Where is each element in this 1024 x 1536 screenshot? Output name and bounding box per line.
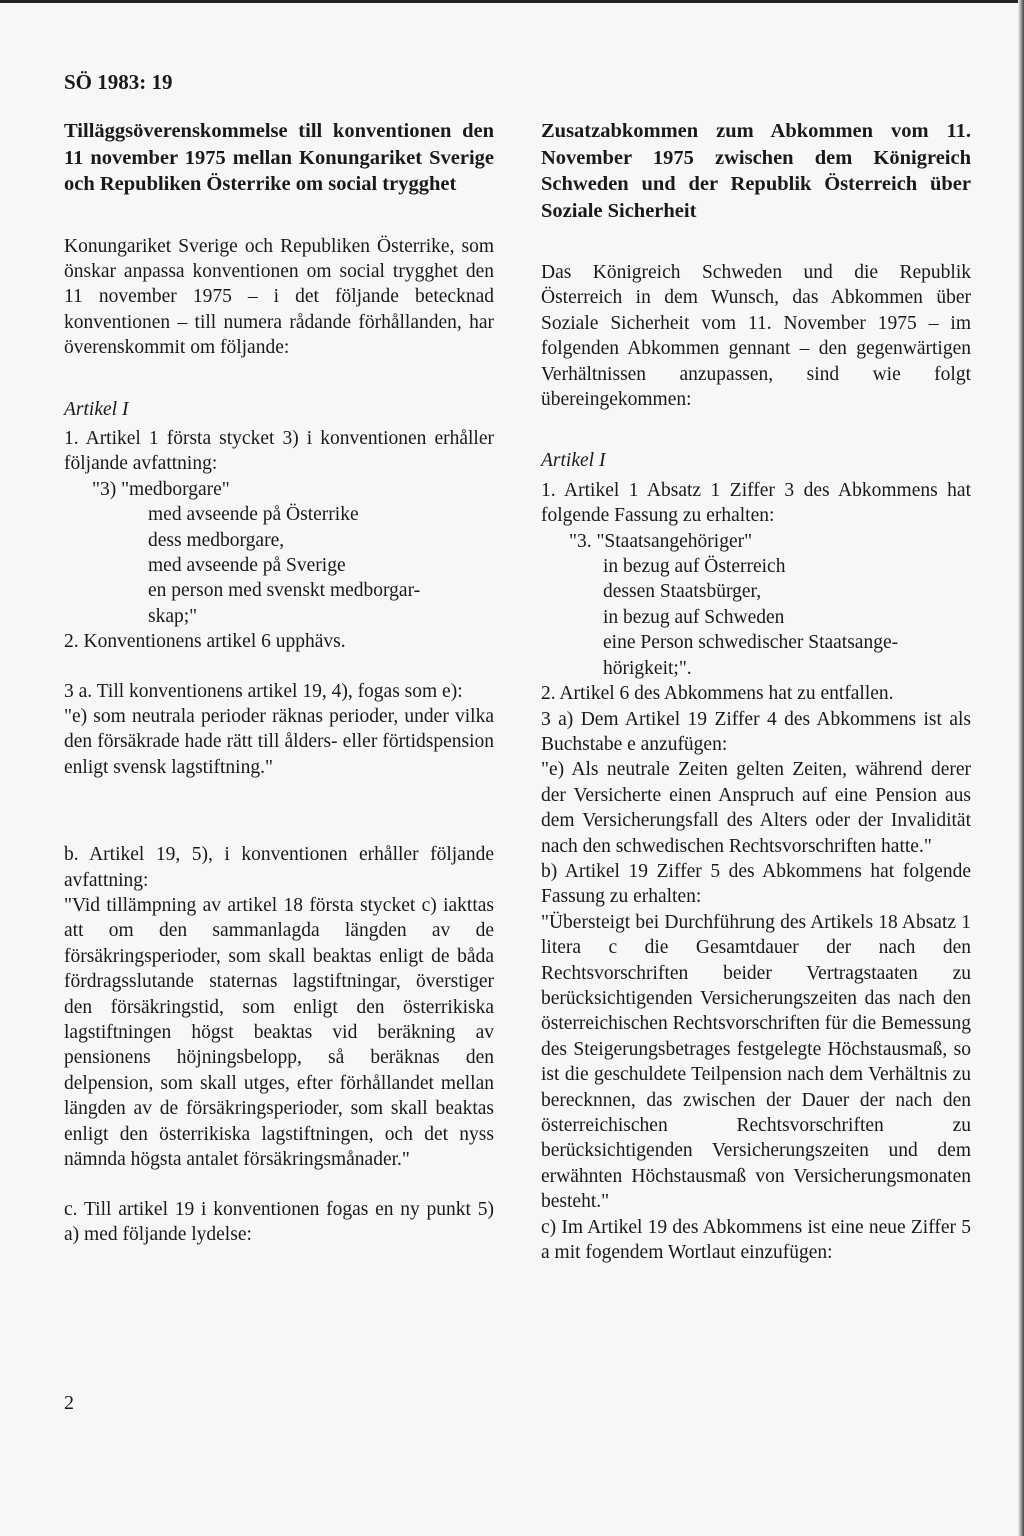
german-preamble: Das Königreich Schweden und die Republik Österreich in dem Wunsch, das Abkommen über Soziale Sicherheit vom 11. November 1975 – im folgenden Abkommen gennant – den gegenwärtigen Verhältnissen anzupassen, sind wie folgt übereingekommen: [541, 262, 971, 411]
quote-line: eine Person schwedischer Staatsange- [603, 632, 899, 654]
quote-line: "3) "medborgare" [92, 478, 230, 500]
german-quote-3b: "Übersteigt bei Durchführung des Artikels 18 Absatz 1 litera c die Gesamtdauer der nach den Rechtsvorschriften beider Vertragstaaten zu berücksichtigenden Versicherungszeiten das nach den österreichischen Rechtsvorschriften für die Bemessung des Steigerungsbetrages festgelegte Höchstausmaß, so ist die geschuldete Teilpension nach dem Verhältnis zu berecknnen, das zwischen der Dauer der nach den österreichischen Rechtsvorschriften zu berücksichtigenden Versicherungszeiten und dem erwähnten Höchstausmaß von Versicherungsmonaten besteht." [541, 911, 971, 1213]
quote-line: in bezug auf Österreich [603, 556, 786, 578]
page-number: 2 [64, 1392, 74, 1414]
german-point-2: 2. Artikel 6 des Abkommens hat zu entfallen. [541, 683, 894, 705]
swedish-preamble: Konungariket Sverige och Republiken Österrike, som önskar anpassa konventionen om social trygghet den 11 november 1975 – i det följande betecknad konventionen – till numera rådande förhållanden, har överenskommit om följande: [64, 235, 494, 359]
german-point-3c: c) Im Artikel 19 des Abkommens ist eine neue Ziffer 5 a mit fogendem Wortlaut einzufügen: [541, 1216, 971, 1264]
german-point-3b: b) Artikel 19 Ziffer 5 des Abkommens hat folgende Fassung zu erhalten: [541, 860, 971, 908]
german-quote-3a: "e) Als neutrale Zeiten gelten Zeiten, während derer der Versicherte einen Anspruch auf eine Pension aus dem Versicherungsfall des Alters oder der Invalidität nach den schwedischen Rechtsvorschriften hatte." [541, 759, 971, 857]
swedish-article-heading: Artikel I [64, 398, 129, 420]
swedish-point-3b: b. Artikel 19, 5), i konventionen erhåller följande avfattning: [64, 844, 494, 891]
german-point-1: 1. Artikel 1 Absatz 1 Ziffer 3 des Abkommens hat folgende Fassung zu erhalten: [541, 479, 971, 527]
german-column [541, 118, 971, 1265]
swedish-quote-3b: "Vid tillämpning av artikel 18 första stycket c) iakttas att om den sammanlagda längden av de försäkringsperioder, som skall beaktas enligt de båda fördragsslutande staternas lagstiftningar, överstiger den försäkringstid, som enligt den österrikiska lagstiftningen högst beaktas vid beräkning av pensionens höjningsbelopp, så beräknas den delpension, som skall utges, efter förhållandet mellan längden av de försäkringsperioder, som skall beaktas enligt den österrikiska lagstiftningen, och det nyss nämnda högsta antalet försäkringsmånader." [64, 895, 494, 1171]
swedish-column [64, 118, 494, 1247]
swedish-point-2: 2. Konventionens artikel 6 upphävs. [64, 631, 346, 653]
quote-line: in bezug auf Schweden [603, 606, 785, 628]
quote-line: dessen Staatsbürger, [603, 581, 762, 603]
german-article-heading: Artikel I [541, 450, 606, 472]
german-quote-1 [541, 529, 971, 681]
quote-line: "3. "Staatsangehöriger" [569, 530, 753, 552]
quote-line: en person med svenskt medborgar- [148, 580, 421, 602]
swedish-title: Tilläggsöverenskommelse till konventionen den 11 november 1975 mellan Konungariket Sverige och Republiken Österrike om social trygghet [64, 120, 494, 195]
quote-line: hörigkeit;". [603, 657, 692, 679]
swedish-point-3a: 3 a. Till konventionens artikel 19, 4), fogas som e): [64, 680, 463, 702]
quote-line: med avseende på Österrike [148, 504, 359, 526]
swedish-quote-3a: "e) som neutrala perioder räknas perioder, under vilka den försäkrade hade rätt till ålders- eller förtidspension enligt svensk lagstiftning." [64, 706, 494, 778]
quote-line: dess medborgare, [148, 529, 285, 551]
swedish-quote-1 [64, 477, 494, 629]
quote-line: skap;" [148, 605, 198, 627]
german-title: Zusatzabkommen zum Abkommen vom 11. November 1975 zwischen dem Königreich Schweden und der Republik Österreich über Soziale Sicherheit [541, 120, 971, 222]
quote-line: med avseende på Sverige [148, 554, 346, 576]
page-right-edge [1018, 0, 1024, 1536]
document-reference: SÖ 1983: 19 [64, 70, 173, 94]
page-top-edge [0, 0, 1024, 3]
german-point-3a: 3 a) Dem Artikel 19 Ziffer 4 des Abkommens ist als Buchstabe e anzufügen: [541, 708, 971, 755]
swedish-point-3c: c. Till artikel 19 i konventionen fogas en ny punkt 5) a) med följande lydelse: [64, 1198, 494, 1245]
swedish-point-1: 1. Artikel 1 första stycket 3) i konventionen erhåller följande avfattning: [64, 427, 494, 475]
